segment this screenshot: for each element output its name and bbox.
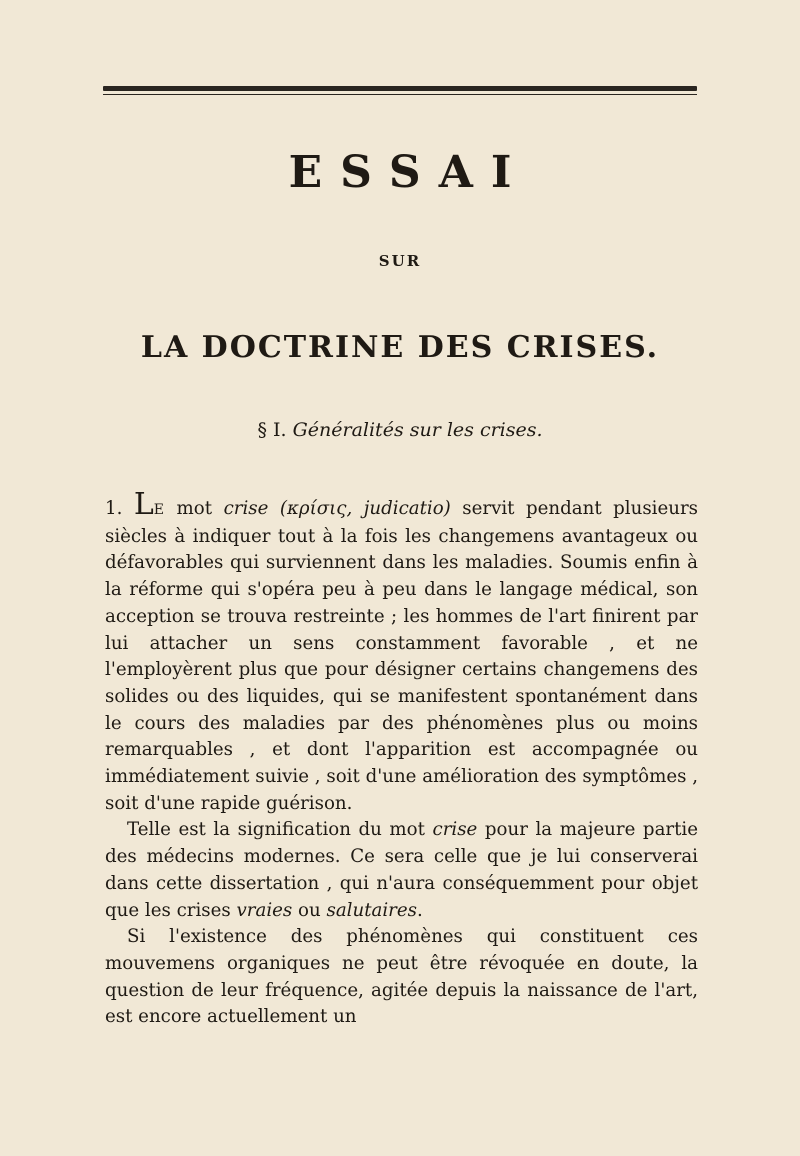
section-mark: § I. — [257, 419, 287, 441]
text-run: pour la majeure partie des médecins modernes. Ce sera celle que je lui conserverai dans cette dissertation , qui n'aura conséquemment pour objet que les crises — [105, 819, 698, 921]
section-heading — [0, 419, 800, 441]
header-rule-thin — [103, 94, 697, 95]
term-vraies: vraies — [236, 899, 293, 921]
paragraph-number: 1. — [105, 498, 123, 519]
paragraph-1 — [105, 487, 698, 817]
dropcap-letter: L — [133, 487, 154, 522]
paragraph-2 — [105, 817, 698, 924]
text-run: servit pendant plusieurs siècles à indiquer tout à la fois les changemens avantageux ou défavorables qui surviennent dans les maladies. Soumis enfin à la réforme qui s'opéra peu à peu dans le langage médical, son acception se trouva restreinte ; les hommes de l'art finirent par lui attacher un sens constamment favorable , et ne l'employèrent plus que pour désigner certains changemens des solides ou des liquides, qui se manifestent spontanément dans le cours des maladies par des phénomènes plus ou moins remarquables , et dont l'apparition est accompagnée ou immédiatement suivie , soit d'une amélioration des symptômes , soit d'une rapide guérison. — [105, 498, 698, 814]
text-run: Telle est la signification du mot — [127, 819, 433, 841]
term-crise: crise — [223, 498, 269, 519]
paragraph-3 — [105, 924, 698, 1031]
body-text — [105, 487, 698, 1031]
text-run: . — [416, 899, 423, 921]
smallcaps-letters: E — [153, 502, 166, 518]
etymology: (κρίσις, judicatio) — [279, 498, 451, 519]
text-run: ou — [292, 899, 327, 921]
term-crise: crise — [432, 819, 478, 841]
section-title: Généralités sur les crises. — [292, 419, 543, 441]
term-salutaires: salutaires — [326, 899, 417, 921]
text-run: mot — [165, 498, 224, 519]
title-connector: SUR — [378, 252, 422, 270]
main-title: ESSAI — [288, 147, 530, 198]
header-rule-thick — [103, 86, 697, 91]
text-run: Si l'existence des phénomènes qui constituent ces mouvemens organiques ne peut être révoquée en doute, la question de leur fréquence, agitée depuis la naissance de l'art, est encore actuellement un — [105, 926, 698, 1028]
subtitle: LA DOCTRINE DES CRISES. — [140, 330, 660, 365]
